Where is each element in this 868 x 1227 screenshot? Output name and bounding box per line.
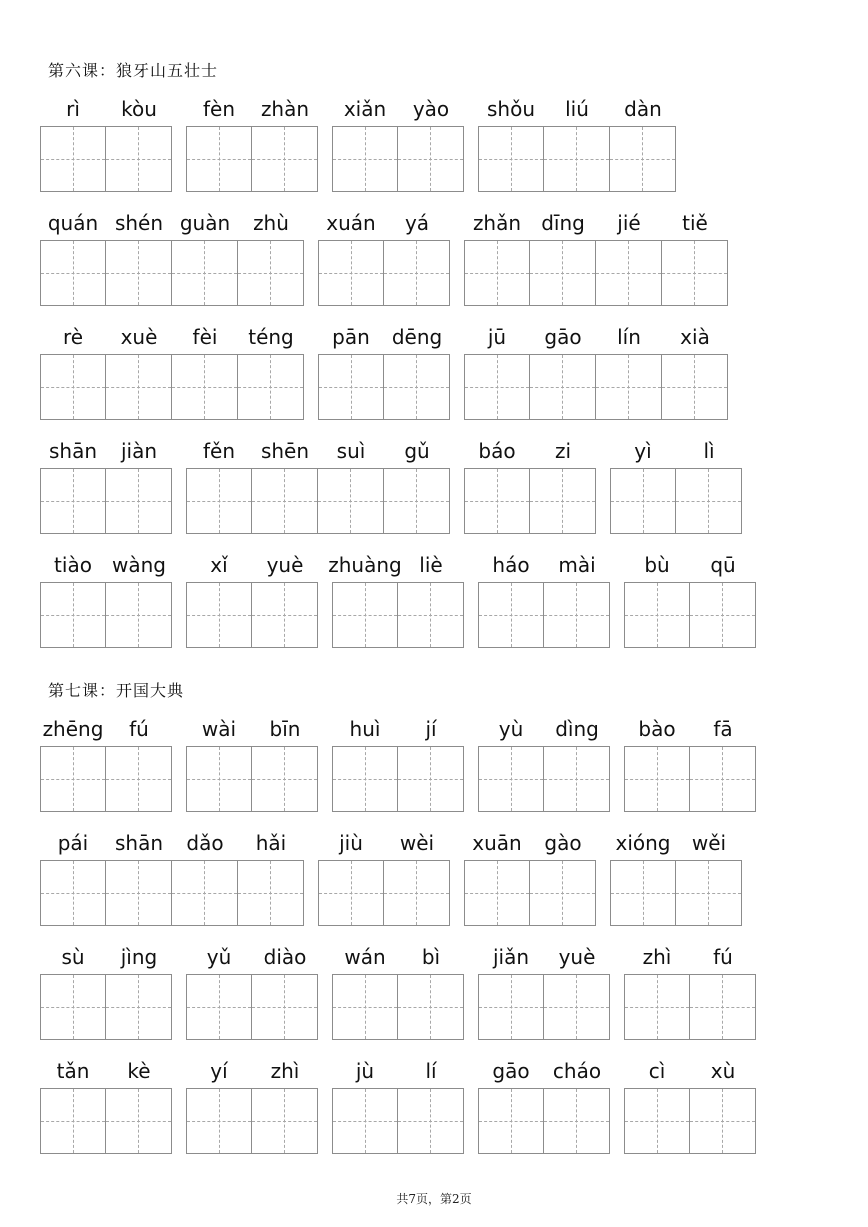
pinyin-label: tǎn [56, 1059, 90, 1083]
word-row [0, 1058, 868, 1158]
word-group [624, 552, 756, 652]
pinyin-label: jié [617, 211, 641, 235]
tian-grid-box[interactable] [478, 974, 544, 1040]
tian-grid-box[interactable] [384, 468, 450, 534]
word-group [318, 210, 450, 310]
tian-grid-box[interactable] [690, 582, 756, 648]
pinyin-label: rè [62, 325, 84, 349]
character-slot [690, 552, 756, 652]
character-slot [106, 552, 172, 652]
tian-grid-box[interactable] [252, 1088, 318, 1154]
tian-grid-box[interactable] [40, 860, 106, 926]
tian-grid-box[interactable] [662, 240, 728, 306]
pinyin-label: zhì [270, 1059, 300, 1083]
tian-grid-box[interactable] [624, 746, 690, 812]
tian-grid-box[interactable] [624, 582, 690, 648]
character-slot [690, 1058, 756, 1158]
character-slot [252, 552, 318, 652]
pinyin-label: zhì [642, 945, 672, 969]
pinyin-label: gāo [492, 1059, 530, 1083]
word-group [464, 210, 728, 310]
character-slot [544, 944, 610, 1044]
word-group [332, 944, 464, 1044]
tian-grid-box[interactable] [186, 126, 252, 192]
tian-grid-box[interactable] [478, 1088, 544, 1154]
tian-grid-box[interactable] [106, 974, 172, 1040]
pinyin-label: háo [492, 553, 530, 577]
pinyin-label: xù [710, 1059, 736, 1083]
tian-grid-box[interactable] [106, 354, 172, 420]
pinyin-label: yá [404, 211, 430, 235]
pinyin-label: xuè [120, 325, 158, 349]
word-group [186, 1058, 318, 1158]
word-group [186, 438, 450, 538]
word-group [464, 438, 596, 538]
tian-grid-box[interactable] [596, 240, 662, 306]
word-group [624, 716, 756, 816]
pinyin-label: wèi [399, 831, 435, 855]
tian-grid-box[interactable] [610, 468, 676, 534]
word-row [0, 210, 868, 310]
tian-grid-box[interactable] [186, 468, 252, 534]
tian-grid-box[interactable] [172, 354, 238, 420]
pinyin-label: xǐ [210, 553, 228, 577]
character-slot [398, 944, 464, 1044]
character-slot [384, 210, 450, 310]
tian-grid-box[interactable] [318, 860, 384, 926]
pinyin-label: mài [558, 553, 596, 577]
tian-grid-box[interactable] [530, 240, 596, 306]
pinyin-label: dīng [541, 211, 585, 235]
tian-grid-box[interactable] [596, 354, 662, 420]
tian-grid-box[interactable] [464, 860, 530, 926]
tian-grid-box[interactable] [318, 468, 384, 534]
pinyin-label: cháo [552, 1059, 602, 1083]
word-group [186, 96, 318, 196]
word-group [318, 324, 450, 424]
tian-grid-box[interactable] [398, 1088, 464, 1154]
word-row [0, 324, 868, 424]
tian-grid-box[interactable] [676, 860, 742, 926]
pinyin-label: shǒu [486, 97, 535, 121]
word-group [610, 830, 742, 930]
pinyin-label: zhēng [42, 717, 104, 741]
pinyin-label: dàn [624, 97, 662, 121]
character-slot [106, 1058, 172, 1158]
tian-grid-box[interactable] [384, 354, 450, 420]
pinyin-label: yì [634, 439, 652, 463]
character-slot [106, 96, 172, 196]
pinyin-label: bīn [269, 717, 301, 741]
tian-grid-box[interactable] [398, 582, 464, 648]
pinyin-label: xuān [472, 831, 522, 855]
pinyin-label: jiǎn [492, 945, 530, 969]
character-slot [676, 830, 742, 930]
tian-grid-box[interactable] [106, 468, 172, 534]
pinyin-label: dìng [555, 717, 599, 741]
page-footer: 共7页，第2页 [396, 1192, 472, 1206]
pinyin-label: shén [114, 211, 164, 235]
pinyin-label: bì [421, 945, 441, 969]
pinyin-label: cì [648, 1059, 666, 1083]
pinyin-label: gāo [544, 325, 582, 349]
tian-grid-box[interactable] [238, 860, 304, 926]
character-slot [252, 96, 318, 196]
pinyin-label: xuán [326, 211, 376, 235]
tian-grid-box[interactable] [478, 746, 544, 812]
character-slot [384, 324, 450, 424]
tian-grid-box[interactable] [40, 746, 106, 812]
tian-grid-box[interactable] [238, 354, 304, 420]
tian-grid-box[interactable] [398, 746, 464, 812]
pinyin-label: báo [478, 439, 516, 463]
character-slot [398, 1058, 464, 1158]
pinyin-label: zi [554, 439, 572, 463]
tian-grid-box[interactable] [690, 974, 756, 1040]
character-slot [238, 324, 304, 424]
pinyin-label: téng [248, 325, 294, 349]
word-row [0, 944, 868, 1044]
character-slot [238, 210, 304, 310]
word-group [40, 438, 172, 538]
tian-grid-box[interactable] [464, 240, 530, 306]
pinyin-label: tiào [54, 553, 92, 577]
word-group [40, 1058, 172, 1158]
pinyin-label: qū [710, 553, 736, 577]
pinyin-label: fèn [202, 97, 236, 121]
pinyin-label: tiě [682, 211, 708, 235]
pinyin-label: diào [263, 945, 307, 969]
pinyin-label: huì [349, 717, 381, 741]
pinyin-label: yí [210, 1059, 228, 1083]
character-slot [252, 716, 318, 816]
pinyin-label: fú [713, 945, 733, 969]
pinyin-label: jí [425, 717, 437, 741]
pinyin-label: bào [638, 717, 676, 741]
tian-grid-box[interactable] [464, 354, 530, 420]
tian-grid-box[interactable] [464, 468, 530, 534]
word-group [40, 716, 172, 816]
character-slot [544, 716, 610, 816]
tian-grid-box[interactable] [172, 240, 238, 306]
character-slot [106, 716, 172, 816]
tian-grid-box[interactable] [332, 974, 398, 1040]
tian-grid-box[interactable] [252, 468, 318, 534]
word-group [478, 96, 676, 196]
tian-grid-box[interactable] [624, 974, 690, 1040]
character-slot [106, 944, 172, 1044]
tian-grid-box[interactable] [318, 240, 384, 306]
character-slot [690, 716, 756, 816]
pinyin-label: zhuàng [328, 553, 402, 577]
character-slot [384, 438, 450, 538]
tian-grid-box[interactable] [332, 126, 398, 192]
tian-grid-box[interactable] [40, 582, 106, 648]
tian-grid-box[interactable] [398, 126, 464, 192]
tian-grid-box[interactable] [186, 974, 252, 1040]
character-slot [662, 210, 728, 310]
pinyin-label: bù [644, 553, 670, 577]
tian-grid-box[interactable] [106, 746, 172, 812]
pinyin-label: yù [498, 717, 524, 741]
tian-grid-box[interactable] [186, 582, 252, 648]
tian-grid-box[interactable] [332, 1088, 398, 1154]
tian-grid-box[interactable] [676, 468, 742, 534]
pinyin-label: zhǎn [472, 211, 522, 235]
character-slot [544, 1058, 610, 1158]
pinyin-label: jū [487, 325, 507, 349]
character-slot [384, 830, 450, 930]
word-group [332, 1058, 464, 1158]
word-group [332, 716, 464, 816]
character-slot [252, 944, 318, 1044]
tian-grid-box[interactable] [398, 974, 464, 1040]
tian-grid-box[interactable] [530, 354, 596, 420]
tian-grid-box[interactable] [318, 354, 384, 420]
word-group [40, 944, 172, 1044]
word-group [464, 324, 728, 424]
tian-grid-box[interactable] [478, 582, 544, 648]
pinyin-label: zhù [253, 211, 289, 235]
pinyin-label: xióng [615, 831, 671, 855]
pinyin-label: zhàn [260, 97, 310, 121]
pinyin-label: sù [61, 945, 85, 969]
word-group [186, 944, 318, 1044]
tian-grid-box[interactable] [40, 354, 106, 420]
word-group [318, 830, 450, 930]
pinyin-label: guàn [179, 211, 231, 235]
character-slot [544, 552, 610, 652]
tian-grid-box[interactable] [252, 746, 318, 812]
pinyin-label: yào [412, 97, 450, 121]
tian-grid-box[interactable] [544, 974, 610, 1040]
pinyin-label: shēn [260, 439, 310, 463]
pinyin-label: hǎi [255, 831, 287, 855]
tian-grid-box[interactable] [662, 354, 728, 420]
word-group [624, 944, 756, 1044]
pinyin-label: gào [544, 831, 582, 855]
tian-grid-box[interactable] [610, 126, 676, 192]
tian-grid-box[interactable] [544, 582, 610, 648]
pinyin-label: wàng [112, 553, 166, 577]
word-row [0, 96, 868, 196]
pinyin-label: lì [703, 439, 715, 463]
word-group [40, 552, 172, 652]
pinyin-label: jiàn [120, 439, 158, 463]
tian-grid-box[interactable] [384, 240, 450, 306]
pinyin-label: dēng [391, 325, 443, 349]
tian-grid-box[interactable] [40, 1088, 106, 1154]
pinyin-label: kòu [121, 97, 157, 121]
character-slot [662, 324, 728, 424]
tian-grid-box[interactable] [544, 746, 610, 812]
pinyin-label: jiù [339, 831, 363, 855]
pinyin-label: kè [127, 1059, 151, 1083]
tian-grid-box[interactable] [690, 1088, 756, 1154]
pinyin-label: quán [47, 211, 99, 235]
word-row [0, 716, 868, 816]
tian-grid-box[interactable] [40, 468, 106, 534]
tian-grid-box[interactable] [106, 126, 172, 192]
pinyin-label: pái [57, 831, 89, 855]
lesson-title: 第六课：狼牙山五壮士 [48, 61, 219, 80]
tian-grid-box[interactable] [40, 240, 106, 306]
tian-grid-box[interactable] [478, 126, 544, 192]
pinyin-label: yuè [266, 553, 304, 577]
word-group [332, 96, 464, 196]
character-slot [530, 830, 596, 930]
character-slot [610, 96, 676, 196]
character-slot [690, 944, 756, 1044]
tian-grid-box[interactable] [172, 860, 238, 926]
word-group [40, 96, 172, 196]
tian-grid-box[interactable] [530, 860, 596, 926]
tian-grid-box[interactable] [252, 126, 318, 192]
word-group [40, 210, 304, 310]
character-slot [676, 438, 742, 538]
tian-grid-box[interactable] [186, 746, 252, 812]
character-slot [398, 716, 464, 816]
tian-grid-box[interactable] [40, 126, 106, 192]
pinyin-label: suì [336, 439, 366, 463]
tian-grid-box[interactable] [106, 860, 172, 926]
pinyin-label: jù [355, 1059, 375, 1083]
tian-grid-box[interactable] [332, 746, 398, 812]
word-group [610, 438, 742, 538]
pinyin-label: fěn [202, 439, 236, 463]
word-group [464, 830, 596, 930]
pinyin-label: gǔ [404, 439, 430, 463]
pinyin-label: fèi [192, 325, 218, 349]
pinyin-label: rì [66, 97, 80, 121]
word-row [0, 438, 868, 538]
tian-grid-box[interactable] [544, 126, 610, 192]
pinyin-label: shān [114, 831, 164, 855]
word-group [478, 944, 610, 1044]
pinyin-label: dǎo [186, 831, 224, 855]
word-group [186, 552, 318, 652]
pinyin-label: wán [344, 945, 386, 969]
pinyin-label: yuè [558, 945, 596, 969]
pinyin-label: fā [713, 717, 733, 741]
tian-grid-box[interactable] [252, 974, 318, 1040]
word-group [40, 830, 304, 930]
pinyin-label: xiǎn [343, 97, 387, 121]
tian-grid-box[interactable] [384, 860, 450, 926]
pinyin-label: lín [617, 325, 641, 349]
pinyin-label: jìng [120, 945, 158, 969]
tian-grid-box[interactable] [40, 974, 106, 1040]
pinyin-label: liú [565, 97, 589, 121]
character-slot [238, 830, 304, 930]
tian-grid-box[interactable] [530, 468, 596, 534]
pinyin-label: xià [680, 325, 710, 349]
character-slot [398, 552, 464, 652]
character-slot [252, 1058, 318, 1158]
pinyin-label: wài [201, 717, 237, 741]
tian-grid-box[interactable] [106, 582, 172, 648]
character-slot [398, 96, 464, 196]
tian-grid-box[interactable] [238, 240, 304, 306]
pinyin-label: yǔ [206, 945, 232, 969]
tian-grid-box[interactable] [624, 1088, 690, 1154]
word-group [478, 716, 610, 816]
pinyin-label: fú [129, 717, 149, 741]
tian-grid-box[interactable] [332, 582, 398, 648]
word-group [478, 552, 610, 652]
pinyin-label: lí [425, 1059, 437, 1083]
tian-grid-box[interactable] [690, 746, 756, 812]
character-slot [106, 438, 172, 538]
pinyin-label: shān [48, 439, 98, 463]
tian-grid-box[interactable] [610, 860, 676, 926]
pinyin-label: pān [332, 325, 370, 349]
pinyin-label: liè [419, 553, 443, 577]
word-group [186, 716, 318, 816]
word-group [40, 324, 304, 424]
word-row [0, 552, 868, 652]
lesson-title: 第七课：开国大典 [48, 681, 185, 700]
tian-grid-box[interactable] [106, 1088, 172, 1154]
character-slot [530, 438, 596, 538]
tian-grid-box[interactable] [544, 1088, 610, 1154]
pinyin-label: wěi [691, 831, 727, 855]
tian-grid-box[interactable] [252, 582, 318, 648]
word-group [328, 552, 464, 652]
word-group [478, 1058, 610, 1158]
word-row [0, 830, 868, 930]
tian-grid-box[interactable] [106, 240, 172, 306]
word-group [624, 1058, 756, 1158]
tian-grid-box[interactable] [186, 1088, 252, 1154]
